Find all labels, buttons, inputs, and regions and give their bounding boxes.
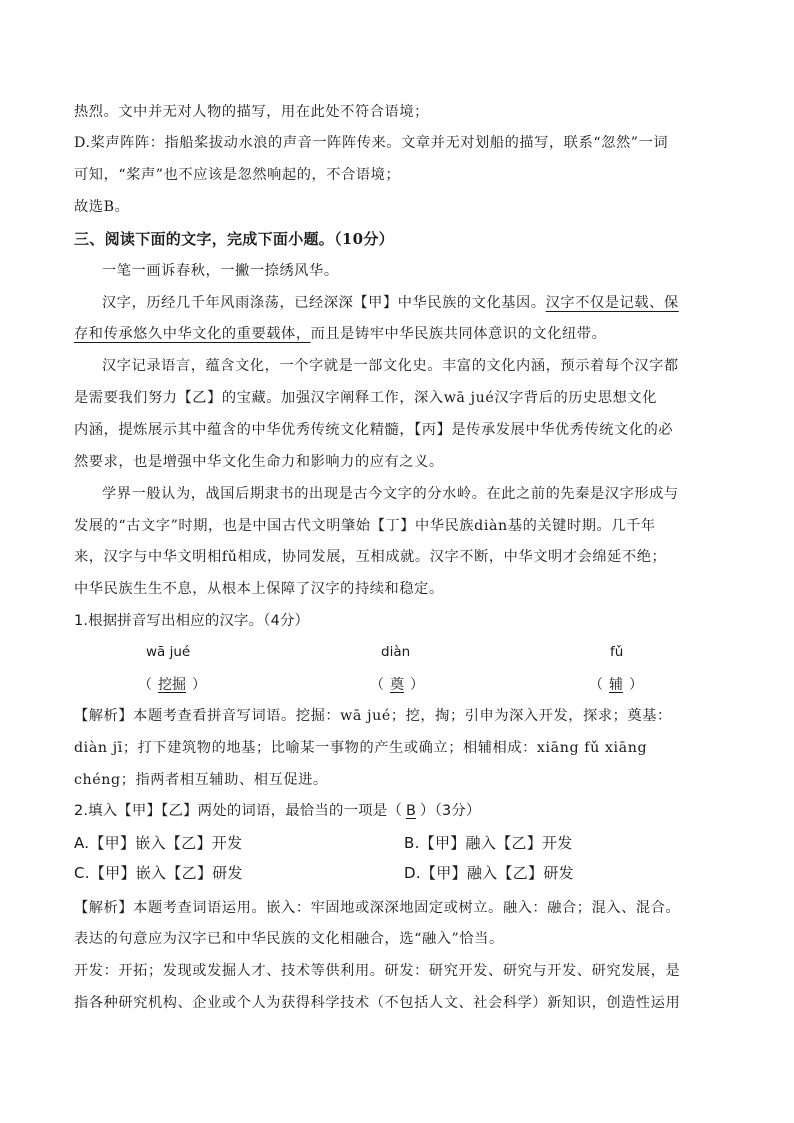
- pinyin-2: diàn: [381, 644, 411, 660]
- answer-word: 辅: [609, 677, 623, 693]
- passage-paragraph-3-line3: 内涵，提炼展示其中蕴含的中华优秀传统文化精髓，【丙】是传承发展中华优秀传统文化的必: [74, 422, 674, 438]
- option-c: C.【甲】嵌入【乙】研发: [74, 864, 243, 882]
- passage-paragraph-1: 一笔一画诉春秋，一撇一捺绣风华。: [102, 263, 339, 279]
- question-2-analysis-line2: 表达的句意应为汉字已和中华民族的文化相融合，选“融入”恰当。: [74, 931, 504, 947]
- passage-text: 汉字，历经几千年风雨涤荡，已经深深【甲】中华民族的文化基因。: [102, 295, 546, 311]
- answer-blank-1: （ 挖掘 ）: [138, 677, 206, 693]
- answer-word: 挖掘: [158, 677, 186, 693]
- option-b: B.【甲】融入【乙】开发: [404, 834, 573, 852]
- question-2-answer: B: [405, 803, 417, 819]
- question-1-stem: 1.根据拼音写出相应的汉字。（4分）: [74, 613, 310, 629]
- pinyin-1: wā jué: [146, 644, 191, 660]
- question-2-analysis-line1: 【解析】本题考查词语运用。嵌入：牢固地或深深地固定或树立。融入：融合；混入、混合。: [74, 900, 681, 916]
- answer-word: 奠: [390, 677, 404, 693]
- underlined-sentence: 汉字不仅是记载、保: [545, 295, 679, 311]
- passage-paragraph-2-line1: [102, 293, 679, 313]
- pinyin-3: fǔ: [610, 644, 624, 660]
- prev-conclusion: 故选B。: [74, 199, 130, 215]
- option-d-analysis-line2: 可知，“桨声”也不应该是忽然响起的，不合语境；: [74, 167, 401, 183]
- passage-paragraph-3-line4: 然要求，也是增强中华文化生命力和影响力的应有之义。: [74, 454, 444, 470]
- option-d: D.【甲】融入【乙】研发: [404, 864, 574, 882]
- passage-paragraph-3-line1: 汉字记录语言，蕴含文化，一个字就是一部文化史。丰富的文化内涵，预示着每个汉字都: [102, 358, 679, 374]
- question-1-analysis-line1: 【解析】本题考查看拼音写词语。挖掘：wā jué；挖，掏；引申为深入开发，探求；奠基：: [74, 708, 672, 724]
- question-2-analysis-line4: 指各种研究机构、企业或个人为获得科学技术（不包括人文、社会科学）新知识，创造性运用: [74, 995, 681, 1011]
- question-2-stem: 2.填入【甲】【乙】两处的词语，最恰当的一项是（ B ）（3分）: [74, 803, 481, 819]
- passage-paragraph-4-line1: 学界一般认为，战国后期隶书的出现是古今文字的分水岭。在此之前的先秦是汉字形成与: [102, 486, 679, 502]
- passage-paragraph-3-line2: 是需要我们努力【乙】的宝藏。加强汉字阐释工作，深入wā jué汉字背后的历史思想文化: [74, 390, 657, 406]
- section-heading: 三、阅读下面的文字，完成下面小题。（10分）: [74, 230, 394, 248]
- answer-blank-3: （ 辅 ）: [589, 677, 643, 693]
- passage-paragraph-4-line4: 中华民族生生不息，从根本上保障了汉字的持续和稳定。: [74, 581, 444, 597]
- answer-blank-2: （ 奠 ）: [370, 677, 424, 693]
- question-1-analysis-line3: chéng；指两者相互辅助、相互促进。: [74, 772, 328, 788]
- question-1-analysis-line2: diàn jī；打下建筑物的地基；比喻某一事物的产生或确立；相辅相成：xiāng fǔ xiāng: [74, 740, 648, 756]
- question-2-analysis-line3: 开发：开拓；发现或发掘人才、技术等供利用。研发：研究开发、研究与开发、研究发展，是: [74, 963, 681, 979]
- prev-analysis-line: 热烈。文中并无对人物的描写，用在此处不符合语境；: [74, 104, 429, 120]
- option-a: A.【甲】嵌入【乙】开发: [74, 834, 243, 852]
- option-d-analysis-line1: D.桨声阵阵：指船桨拔动水浪的声音一阵阵传来。文章并无对划船的描写，联系“忽然”一词: [74, 135, 669, 151]
- passage-text: 而且是铸牢中华民族共同体意识的文化纽带。: [310, 326, 607, 342]
- passage-paragraph-4-line2: 发展的“古文字”时期，也是中国古代文明肇始【丁】中华民族diàn基的关键时期。几千年: [74, 518, 656, 534]
- underlined-sentence-cont: 存和传承悠久中华文化的重要载体，: [74, 326, 311, 342]
- passage-paragraph-4-line3: 来，汉字与中华文明相fǔ相成，协同发展，互相成就。汉字不断，中华文明才会绵延不绝；: [74, 549, 667, 565]
- passage-paragraph-2-line2: [74, 324, 606, 344]
